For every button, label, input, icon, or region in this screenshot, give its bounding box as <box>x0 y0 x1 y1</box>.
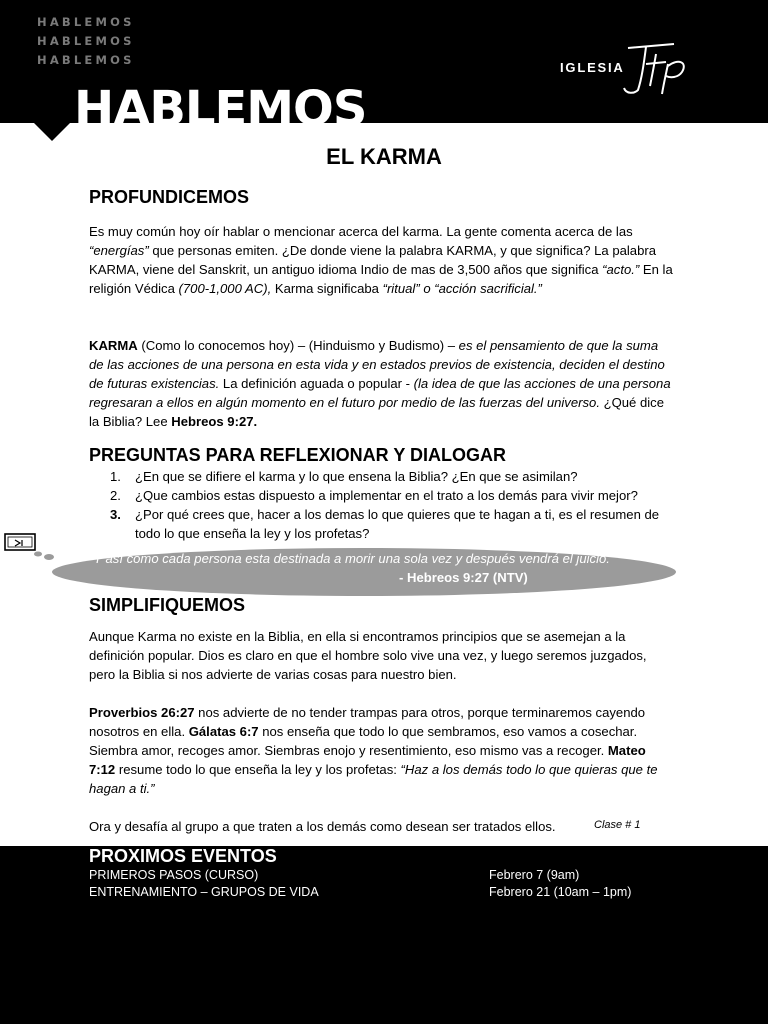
events-footer <box>0 846 768 1024</box>
document-title: EL KARMA <box>326 144 442 169</box>
list-item: 2. ¿Que cambios estas dispuesto a implementar en el trato a los demás para vivir mejor? <box>110 488 638 503</box>
events-heading: PROXIMOS EVENTOS <box>89 846 277 866</box>
church-logo <box>616 42 696 98</box>
event-date: Febrero 21 (10am – 1pm) <box>489 885 632 899</box>
church-label: IGLESIA <box>560 60 625 75</box>
questions-list <box>110 467 680 543</box>
quote-text: “Y así como cada persona esta destinada a morir una sola vez y después vendrá el juicio.” <box>89 551 615 566</box>
quote-reference: - Hebreos 9:27 (NTV) <box>399 570 528 585</box>
section-heading-preguntas: PREGUNTAS PARA REFLEXIONAR Y DIALOGAR <box>89 445 507 465</box>
section-heading-profundicemos: PROFUNDICEMOS <box>89 187 250 207</box>
small-logo-line: HABLEMOS <box>37 15 135 29</box>
paragraph-karma-definition: KARMA (Como lo conocemos hoy) – (Hinduismo y Budismo) – es el pensamiento de que la suma de las acciones de una persona en esta vida y en estados previos de existencia, deciden el destino de futuras existencias. La definición aguada o popular - (la idea de que las acciones de una persona regresaran a ellos en algún momento en el futuro por medio de las fuerzas del universo. ¿Qué dice la Biblia? Lee Hebreos 9:27. <box>89 338 671 429</box>
list-item: 1. ¿En que se difiere el karma y lo que ensena la Biblia? ¿En que se asimilan? <box>110 469 578 484</box>
tablet-icon <box>4 533 56 561</box>
small-logo-line: HABLEMOS <box>37 53 135 67</box>
paragraph-simplify-intro: Aunque Karma no existe en la Biblia, en ella si encontramos principios que se asemejan a la definición popular. Dios es claro en que el hombre solo vive una vez, y luego seremos juzgados, pero la Biblia si nos advierte de varias cosas para nuestro bien. <box>89 629 647 682</box>
paragraph-challenge: Ora y desafía al grupo a que traten a los demás como desean ser tratados ellos. <box>89 819 556 834</box>
section-heading-simplifiquemos: SIMPLIFIQUEMOS <box>89 595 246 615</box>
event-name: ENTRENAMIENTO – GRUPOS DE VIDA <box>89 885 319 899</box>
list-item: 3. ¿Por qué crees que, hacer a los demas lo que quieres que te hagan a ti, es el resumen de todo lo que enseña la ley y los profetas? <box>110 507 660 541</box>
class-number: Clase # 1 <box>594 819 641 831</box>
small-logo <box>37 13 135 70</box>
event-name: PRIMEROS PASOS (CURSO) <box>89 868 259 882</box>
small-logo-line: HABLEMOS <box>37 34 135 48</box>
header-notch <box>34 123 70 141</box>
paragraph-scriptures: Proverbios 26:27 nos advierte de no tender trampas para otros, porque terminaremos cayendo nosotros en ella. Gálatas 6:7 nos enseña que todo lo que sembramos, eso vamos a cosechar. Siembra amor, recoges amor. Siembras enojo y resentimiento, eso mismo vas a recoger. Mateo 7:12 resume todo lo que enseña la ley y los profetas: “Haz a los demás todo lo que quieras que te hagan a ti.” <box>89 705 658 796</box>
paragraph-intro: Es muy común hoy oír hablar o mencionar acerca del karma. La gente comenta acerca de las “energías” que personas emiten. ¿De donde viene la palabra KARMA, y que significa? La palabra KARMA, viene del Sanskrit, un antiguo idioma Indio de mas de 3,500 años que significa “acto.” En la religión Védica (700-1,000 AC), Karma significaba “ritual” o “acción sacrificial.” <box>89 224 673 296</box>
series-title: HABLEMOS <box>74 81 367 137</box>
event-date: Febrero 7 (9am) <box>489 868 580 882</box>
